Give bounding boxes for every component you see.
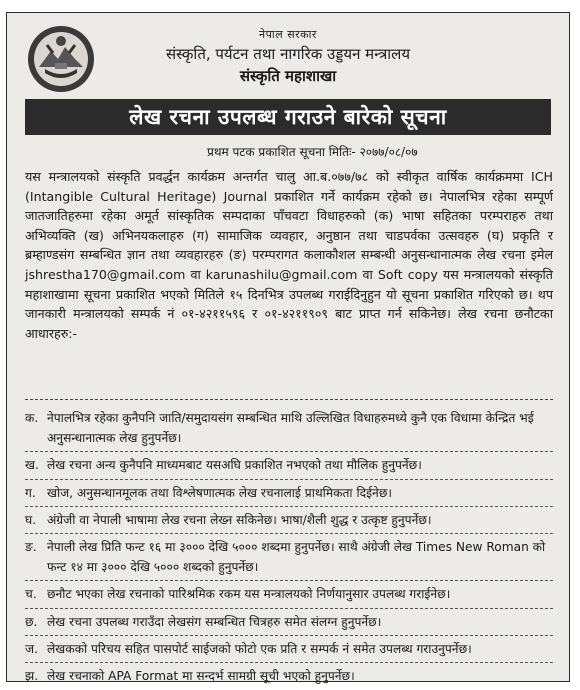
item-text: लेखकको परिचय सहित पासपोर्ट साईजको फोटो एक प्रति र सम्पर्क नं समेत उपलब्ध गराउनुपर्नेछ। [47,641,472,656]
item-text: खोज, अनुसन्धानमूलक तथा विश्लेषणात्मक लेख रचनालाई प्राथमिकता दिईनेछ। [47,485,392,500]
item-text: लेख रचनाको APA Format मा सन्दर्भ सामग्री सूची भएको हुनुपर्नेछ। [47,669,355,684]
divider [25,399,553,400]
item-text: अंग्रेजी वा नेपाली भाषामा लेख रचना लेख्न सकिनेछ। भाषा/शैली शुद्ध र उत्कृष्ट हुनुपर्नेछ। [47,512,432,527]
list-item [25,480,553,507]
list-item [25,636,553,663]
list-item [25,452,553,479]
publication-date: प्रथम पटक प्रकाशित सूचना मितिः- २०७७/०८/०७ [207,145,418,159]
notice-title: लेख रचना उपलब्ध गराउने बारेको सूचना [129,105,447,129]
item-marker: ज. [25,641,38,656]
item-marker: क. [25,411,39,425]
item-text: लेख रचना अन्य कुनैपनि माध्यमबाट यसअघि प्रकाशित नभएको तथा मौलिक हुनुपर्नेछ। [47,458,422,473]
header [7,27,569,86]
item-text: नेपालभित्र रहेका कुनैपनि जाति/समुदायसंग सम्बन्धित माथि उल्लिखित विधाहरुमध्ये कुनै एक विधामा केन्द्रित भई अनुसन्धानात्मक लेख हुनुपर्नेछ। [47,411,534,446]
criteria-list [25,405,553,689]
notice-title-banner [25,99,551,135]
item-marker: ङ. [25,540,37,555]
ministry-title: संस्कृति, पर्यटन तथा नागरिक उड्डयन मन्त्रालय [165,45,411,63]
division-title: संस्कृति महाशाखा [239,67,337,85]
item-marker: च. [25,587,37,602]
notice-box [6,12,570,682]
item-text: नेपाली लेख प्रिति फन्ट १६ मा ३००० देखि ५००० शब्दमा हुनुपर्नेछ। साथै अंग्रेजी लेख Times New Roman को फन्ट १४ मा ३००० देखि ५००० शब्दको हुनुपर्नेछ। [47,540,546,575]
list-item [25,581,553,608]
item-marker: झ. [25,669,39,684]
list-item [25,534,553,581]
item-text: लेख रचना उपलब्ध गराउँदा लेखसंग सम्बन्धित चित्रहरु समेत संलग्न हुनुपर्नेछ। [47,614,382,629]
list-item [25,663,553,689]
item-marker: ग. [25,485,36,500]
list-item [25,507,553,534]
list-item [25,405,553,452]
item-marker: घ. [25,512,37,527]
notice-body: यस मन्त्रालयको संस्कृति प्रवर्द्धन कार्यक्रम अन्तर्गत चालु आ.ब.०७७/७८ को स्वीकृत वार्षिक कार्यक्रममा ICH (Intangible Cultural Heritage) Journal प्रकाशित गर्ने कार्यक्रम रहेको छ। नेपालभित्र रहेका सम्पूर्ण जातजातिहरुमा रहेका अमूर्त सांस्कृतिक सम्पदाका पाँचवटा विधाहरुको (क) भाषा सहितका परम्पराहरु तथा अभिव्यक्ति (ख) अभिनयकलाहरु (ग) सामाजिक व्यवहार, अनुष्ठान तथा चाडपर्वका उत्सवहरु (घ) प्रकृति र ब्रम्हाण्डसंग सम्बन्धित ज्ञान तथा व्यवहारहरु (ङ) परम्परागत कलाकौशल सम्बन्धी अनुसन्धानात्मक लेख रचना इमेल jshrestha170@gmail.com वा karunashilu@gmail.com वा Soft copy यस मन्त्रालयको संस्कृति महाशाखामा सूचना प्रकाशित भएको मितिले १५ दिनभित्र उपलब्ध गराईदिनुहुन यो सूचना प्रकाशित गरिएको छ। थप जानकारी मन्त्रालयको सम्पर्क नं ०१-४२११५९६ र ०१-४२११९०९ बाट प्राप्त गर्न सकिनेछ। लेख रचना छनौटका आधारहरु:- [25,169,553,341]
item-text: छनौट भएका लेख रचनाको पारिश्रमिक रकम यस मन्त्रालयको निर्णयानुसार उपलब्ध गराईनेछ। [47,587,451,602]
item-marker: छ. [25,614,38,629]
government-label: नेपाल सरकार [259,28,317,41]
list-item [25,609,553,636]
item-marker: ख. [25,458,39,473]
